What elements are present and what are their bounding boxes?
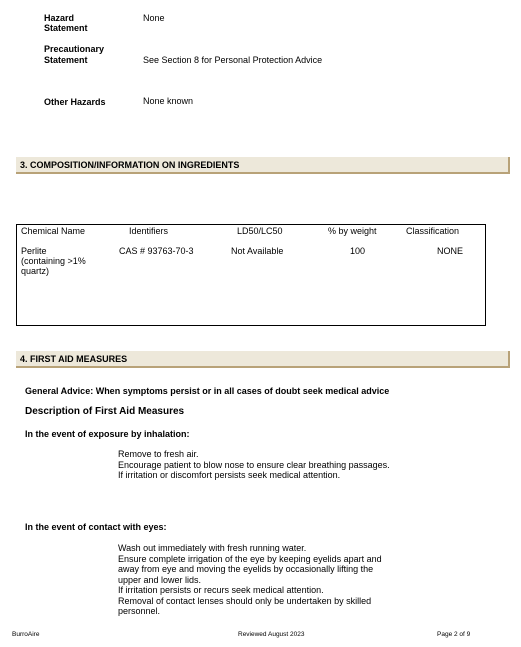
hazard-statement-value: None <box>143 13 165 23</box>
inhalation-text: Remove to fresh air. Encourage patient to blow nose to ensure clear breathing passages. If irritation or discomfort persists seek medical attention. <box>118 449 390 480</box>
table-cell-classification: NONE <box>437 246 464 256</box>
section-4-header <box>16 351 510 368</box>
general-advice: General Advice: When symptoms persist or in all cases of doubt seek medical advice <box>25 386 390 396</box>
other-hazards-label: Other Hazards <box>44 97 106 107</box>
footer-company: BurroAire <box>12 631 40 638</box>
table-header-percent-weight: % by weight <box>328 226 377 236</box>
footer-review-date: Reviewed August 2023 <box>238 631 305 638</box>
table-header-chemical-name: Chemical Name <box>21 226 86 236</box>
footer-page-number: Page 2 of 9 <box>437 631 471 638</box>
table-cell-chemical-name: Perlite (containing >1% quartz) <box>21 246 86 276</box>
precautionary-statement-value: See Section 8 for Personal Protection Advice <box>143 55 323 65</box>
precautionary-statement-label: Precautionary Statement <box>44 44 105 65</box>
table-cell-percent-weight: 100 <box>350 246 366 256</box>
composition-table <box>16 224 486 326</box>
inhalation-heading: In the event of exposure by inhalation: <box>25 429 190 439</box>
description-heading: Description of First Aid Measures <box>25 406 185 417</box>
hazard-statement-label: Hazard Statement <box>44 13 88 33</box>
section-4-title: 4. FIRST AID MEASURES <box>20 354 128 364</box>
table-header-identifiers: Identifiers <box>129 226 169 236</box>
other-hazards-value: None known <box>143 96 194 106</box>
table-cell-ld50: Not Available <box>231 246 284 256</box>
section-3-title: 3. COMPOSITION/INFORMATION ON INGREDIENTS <box>20 160 240 170</box>
section-3-header <box>16 157 510 174</box>
table-header-ld50: LD50/LC50 <box>237 226 283 236</box>
eyes-heading: In the event of contact with eyes: <box>25 522 167 532</box>
eyes-text: Wash out immediately with fresh running water. Ensure complete irrigation of the eye by keeping eyelids apart and away from eye and moving the eyelids by occasionally lifting the upper and lower lids. If irritation persists or recurs seek medical attention. Removal of contact lenses should only be undertaken by skilled personnel. <box>118 543 382 616</box>
table-header-classification: Classification <box>406 226 460 236</box>
table-cell-identifiers: CAS # 93763-70-3 <box>119 246 194 256</box>
